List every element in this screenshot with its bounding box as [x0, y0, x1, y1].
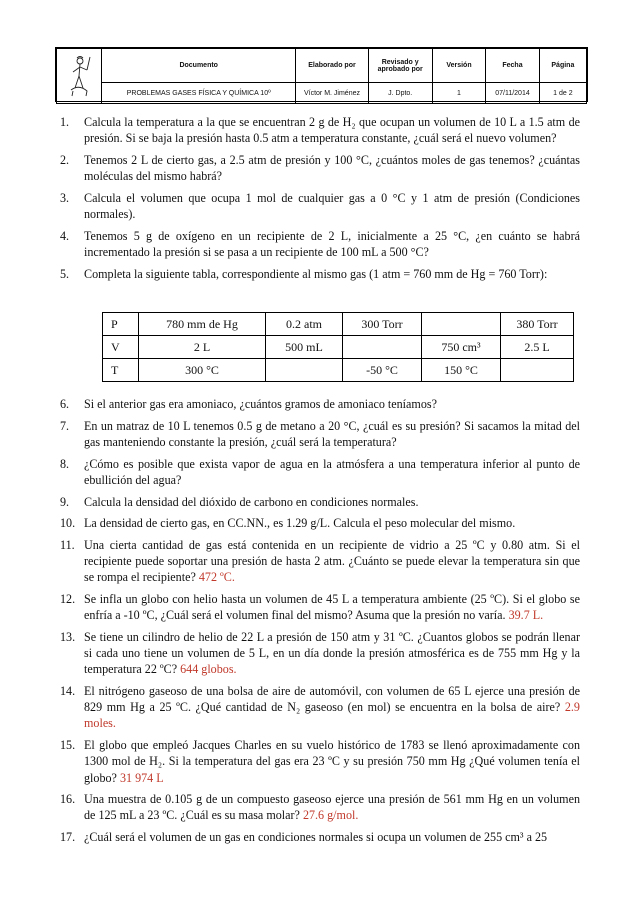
header-col-elaborado: Elaborado por — [296, 49, 368, 83]
problem-list-part-2 — [60, 396, 580, 851]
problem-text: Se infla un globo con helio hasta un volumen de 45 L a temperatura ambiente (25 ºC). Si el globo se enfría a -10 ºC, ¿Cuál será el volumen final del mismo? Asuma que la presión no varía. — [84, 592, 580, 623]
problem-item — [60, 266, 580, 282]
problem-item — [60, 829, 580, 845]
gas-table-cell — [266, 359, 343, 382]
gas-table-cell — [343, 336, 422, 359]
gas-table-cell: 300 Torr — [343, 313, 422, 336]
problem-text: El nitrógeno gaseoso de una bolsa de aire de automóvil, con volumen de 65 L ejerce una presión de 829 mm Hg a 25 ºC. ¿Qué cantidad de N₂ gaseoso (en mol) se encuentra en la bolsa de aire? — [84, 684, 580, 715]
problem-answer: 31 974 L — [119, 770, 164, 785]
header-val-revisado: J. Dpto. — [368, 83, 432, 104]
gas-table-cell: 780 mm de Hg — [139, 313, 266, 336]
gas-table-row — [103, 336, 574, 359]
header-col-revisado: Revisado y aprobado por — [368, 49, 432, 83]
problem-text: Calcula la temperatura a la que se encuentran 2 g de H₂ que ocupan un volumen de 10 L a 1.5 atm de presión. Si se baja la presión hasta 0.5 atm a temperatura constante, ¿cuál será el nuevo volumen? — [84, 115, 580, 146]
problem-answer: 644 globos. — [180, 662, 237, 677]
school-logo — [57, 49, 102, 104]
gas-table-cell: -50 °C — [343, 359, 422, 382]
gas-table-cell: 150 °C — [422, 359, 501, 382]
problem-number: 9. — [60, 494, 70, 509]
problem-number: 14. — [60, 684, 76, 699]
problem-item — [60, 418, 580, 450]
header-col-version: Versión — [432, 49, 486, 83]
gas-table-cell: 2.5 L — [501, 336, 574, 359]
header-val-documento: PROBLEMAS GASES FÍSICA Y QUÍMICA 10º — [102, 83, 296, 104]
problem-number: 8. — [60, 456, 70, 471]
problem-number: 2. — [60, 152, 70, 167]
problem-answer: 27.6 g/mol. — [302, 808, 359, 823]
problem-text: En un matraz de 10 L tenemos 0.5 g de metano a 20 °C, ¿cuál es su presión? Si sacamos la mitad del gas manteniendo constante la presión, ¿cuál será la temperatura? — [84, 418, 580, 449]
problem-number: 1. — [60, 115, 70, 129]
problem-item — [60, 494, 580, 510]
problem-number: 15. — [60, 738, 76, 753]
problem-text: Completa la siguiente tabla, correspondiente al mismo gas (1 atm = 760 mm de Hg = 760 Torr): — [84, 266, 548, 281]
problem-text: Si el anterior gas era amoniaco, ¿cuántos gramos de amoniaco teníamos? — [84, 397, 437, 411]
problem-item — [60, 683, 580, 732]
problem-answer: 2.9 moles. — [84, 700, 580, 731]
problem-text: Tenemos 5 g de oxígeno en un recipiente de 2 L, inicialmente a 25 °C, ¿en cuánto se habrá incrementado la presión si se pasa a un recipiente de 100 mL a 500 °C? — [84, 228, 580, 259]
gas-table-cell: 750 cm³ — [422, 336, 501, 359]
problem-text: El globo que empleó Jacques Charles en su vuelo histórico de 1783 se llenó aproximadamente con 1300 mol de H₂. Si la temperatura del gas era 23 ºC y su presión 750 mm Hg ¿Qué volumen tenía el globo? — [84, 738, 580, 785]
header-col-fecha: Fecha — [486, 49, 540, 83]
header-val-version: 1 — [432, 83, 486, 104]
gas-table-row-label: V — [103, 336, 139, 359]
problem-text: ¿Cómo es posible que exista vapor de agua en la atmósfera a una temperatura inferior al punto de ebullición del agua? — [84, 456, 580, 487]
problem-number: 17. — [60, 830, 76, 845]
gas-table-cell — [422, 313, 501, 336]
problem-item — [60, 114, 580, 146]
header-col-pagina: Página — [539, 49, 586, 83]
gas-table-cell: 300 °C — [139, 359, 266, 382]
gas-table-cell: 380 Torr — [501, 313, 574, 336]
problem-item — [60, 456, 580, 488]
problem-text: Una muestra de 0.105 g de un compuesto gaseoso ejerce una presión de 561 mm Hg en un volumen de 125 mL a 23 ºC. ¿Cuál es su masa molar? — [84, 792, 580, 823]
problem-number: 16. — [60, 792, 76, 807]
problem-answer: 472 ºC. — [198, 570, 235, 585]
problem-number: 13. — [60, 629, 76, 644]
problem-number: 5. — [60, 266, 70, 281]
problem-number: 3. — [60, 190, 70, 205]
problem-number: 11. — [60, 537, 75, 552]
problem-text: ¿Cuál será el volumen de un gas en condiciones normales si ocupa un volumen de 255 cm³ a 25 — [84, 830, 548, 845]
gas-table-cell: 2 L — [139, 336, 266, 359]
problem-text: La densidad de cierto gas, en CC.NN., es 1.29 g/L. Calcula el peso molecular del mismo. — [84, 516, 516, 531]
problem-item — [60, 396, 580, 412]
header-val-elaborado: Víctor M. Jiménez — [296, 83, 368, 104]
gas-table-cell: 0.2 atm — [266, 313, 343, 336]
problem-text: Calcula el volumen que ocupa 1 mol de cualquier gas a 0 °C y 1 atm de presión (Condiciones normales). — [84, 190, 580, 222]
quixote-logo-icon — [65, 54, 93, 98]
gas-table-row-label: P — [103, 313, 139, 336]
gas-table-row — [103, 313, 574, 336]
problem-item — [60, 152, 580, 184]
problem-item — [60, 791, 580, 823]
problem-item — [60, 591, 580, 623]
problem-text: Tenemos 2 L de cierto gas, a 2.5 atm de presión y 100 °C, ¿cuántos moles de gas tenemos? ¿cuántas moléculas del mismo habrá? — [84, 152, 580, 184]
problem-text: Una cierta cantidad de gas está contenida en un recipiente de vidrio a 25 ºC y 0.80 atm. Si el recipiente puede soportar una presión de hasta 2 atm. ¿Cuánto se puede elevar la temperatura sin que se rompa el recipiente? — [84, 537, 580, 585]
gas-table-cell — [501, 359, 574, 382]
problem-answer: 39.7 L. — [508, 608, 544, 623]
problem-text: Calcula la densidad del dióxido de carbono en condiciones normales. — [84, 494, 419, 509]
problem-number: 7. — [60, 418, 70, 433]
problem-item — [60, 737, 580, 786]
problem-number: 12. — [60, 592, 76, 607]
problem-number: 6. — [60, 397, 70, 411]
problem-text: Se tiene un cilindro de helio de 22 L a presión de 150 atm y 31 ºC. ¿Cuantos globos se podrán llenar si cada uno tiene un volumen de 5 L, en un día donde la presión atmosférica es de 755 mm Hg y la temperatura 22 ºC? — [84, 629, 580, 677]
problem-number: 4. — [60, 228, 70, 243]
gas-table-row-label: T — [103, 359, 139, 382]
problem-item — [60, 629, 580, 678]
document-header — [55, 47, 588, 102]
header-val-pagina: 1 de 2 — [539, 83, 586, 104]
gas-table — [102, 312, 574, 382]
problem-item — [60, 228, 580, 260]
gas-table-cell: 500 mL — [266, 336, 343, 359]
gas-table-wrapper — [102, 312, 574, 382]
problem-number: 10. — [60, 516, 76, 531]
header-val-fecha: 07/11/2014 — [486, 83, 540, 104]
problem-item — [60, 537, 580, 586]
problem-list-part-1 — [60, 114, 580, 287]
gas-table-row — [103, 359, 574, 382]
header-col-documento: Documento — [102, 49, 296, 83]
problem-item — [60, 515, 580, 531]
problem-item — [60, 190, 580, 222]
